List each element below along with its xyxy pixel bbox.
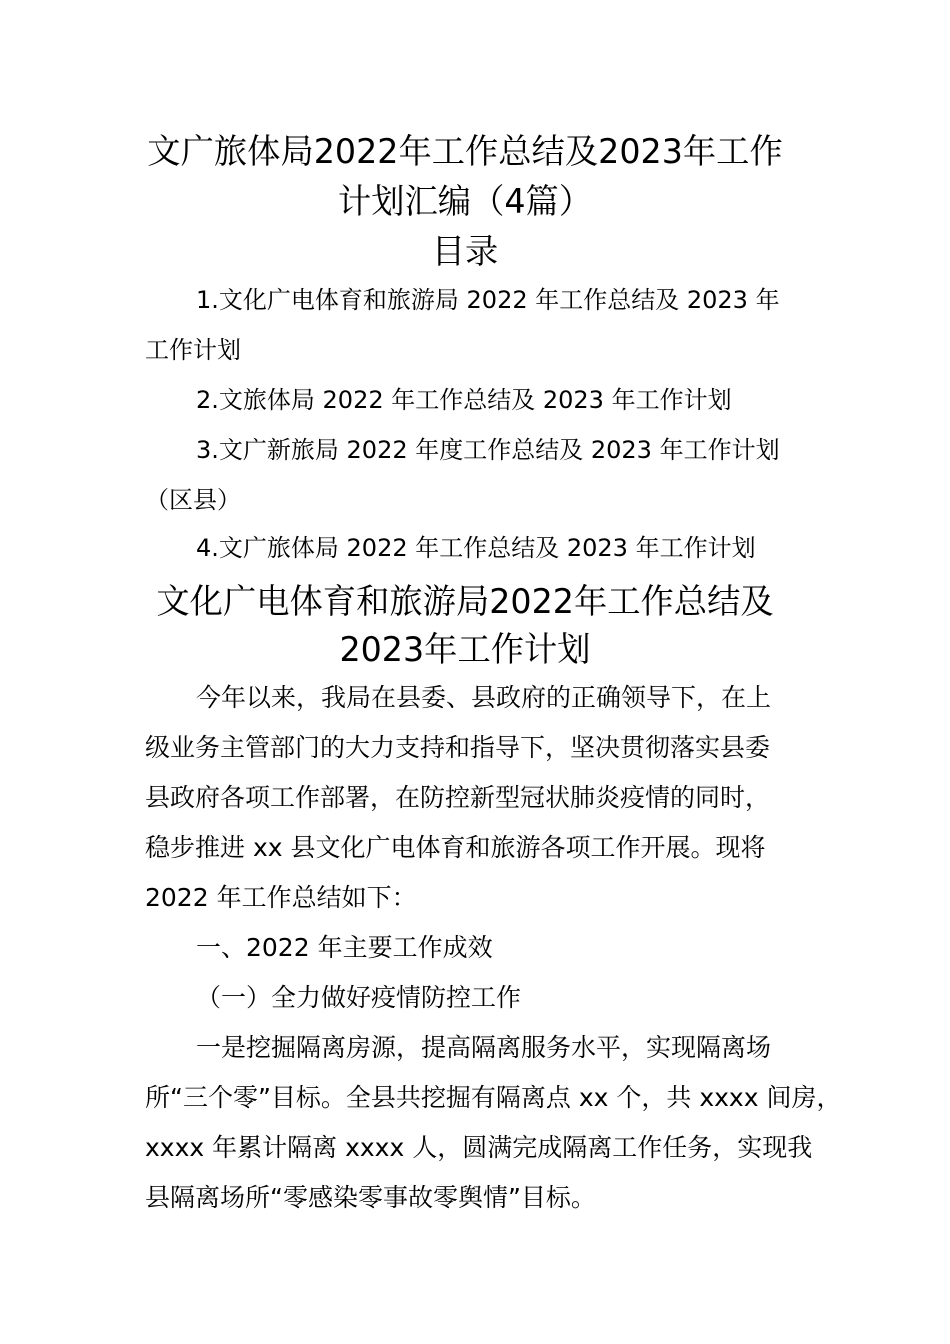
body-line-8: 一是挖掘隔离房源，提高隔离服务水平，实现隔离场	[196, 1033, 772, 1062]
body-line-5: 2022 年工作总结如下：	[145, 883, 417, 912]
toc-item-3-line-2: （区县）	[145, 486, 241, 514]
article-title-line-2: 2023年工作计划	[339, 630, 591, 670]
toc-item-1-line-2: 工作计划	[145, 336, 241, 364]
toc-item-1-line-1: 1.文化广电体育和旅游局 2022 年工作总结及 2023 年	[196, 286, 780, 314]
toc-heading: 目录	[431, 232, 499, 272]
body-line-10: xxxx 年累计隔离 xxxx 人，圆满完成隔离工作任务，实现我	[145, 1133, 813, 1162]
subsection-heading-1: （一）全力做好疫情防控工作	[196, 983, 522, 1012]
main-title-line-1: 文广旅体局2022年工作总结及2023年工作	[147, 132, 783, 172]
body-line-4: 稳步推进 xx 县文化广电体育和旅游各项工作开展。现将	[145, 833, 766, 862]
main-title-line-2: 计划汇编（4篇）	[337, 182, 593, 222]
toc-item-4: 4.文广旅体局 2022 年工作总结及 2023 年工作计划	[196, 534, 756, 562]
body-line-2: 级业务主管部门的大力支持和指导下，坚决贯彻落实县委	[145, 733, 771, 762]
body-line-1: 今年以来，我局在县委、县政府的正确领导下，在上	[196, 683, 772, 712]
toc-item-2: 2.文旅体局 2022 年工作总结及 2023 年工作计划	[196, 386, 732, 414]
body-line-9: 所“三个零”目标。全县共挖掘有隔离点 xx 个，共 xxxx 间房，	[145, 1083, 842, 1112]
article-title-line-1: 文化广电体育和旅游局2022年工作总结及	[156, 582, 774, 622]
body-line-11: 县隔离场所“零感染零事故零舆情”目标。	[145, 1183, 596, 1212]
section-heading-1: 一、2022 年主要工作成效	[196, 933, 493, 962]
body-line-3: 县政府各项工作部署，在防控新型冠状肺炎疫情的同时，	[145, 783, 771, 812]
toc-item-3-line-1: 3.文广新旅局 2022 年度工作总结及 2023 年工作计划	[196, 436, 780, 464]
